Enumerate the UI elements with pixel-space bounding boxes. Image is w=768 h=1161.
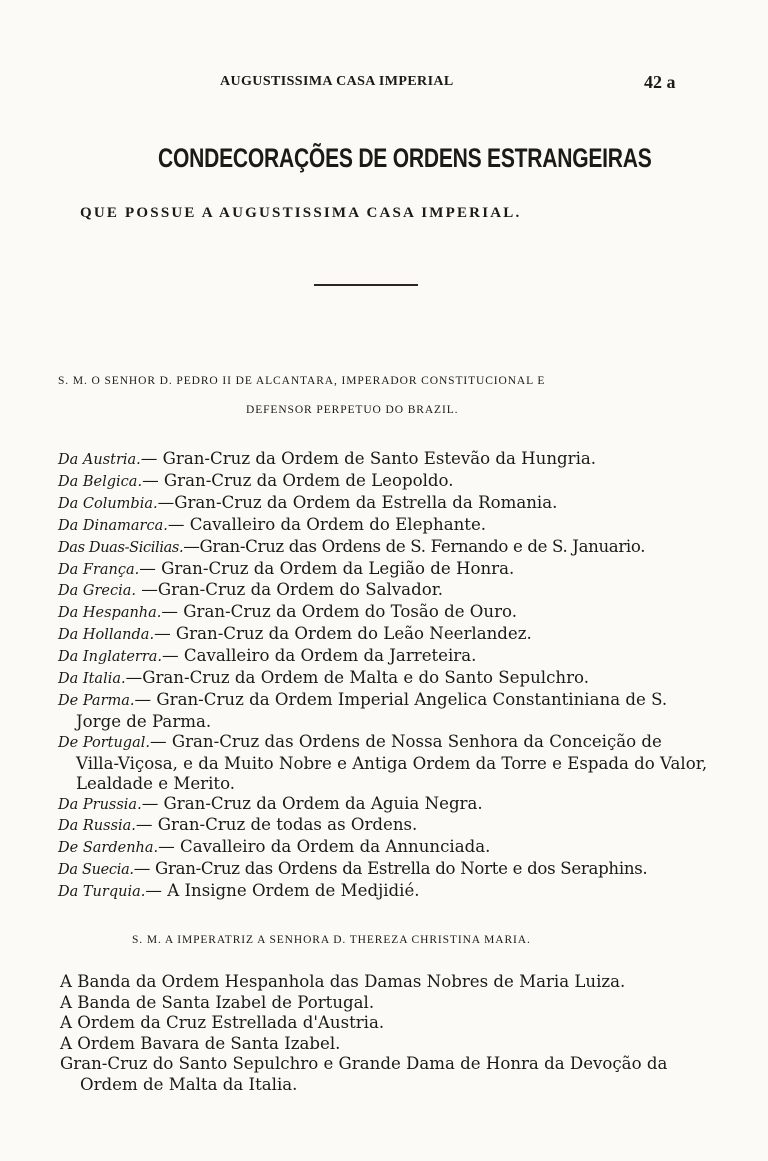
decoration-entry bbox=[58, 580, 708, 602]
decoration-entry bbox=[58, 815, 708, 837]
country-label: Da Italia. bbox=[58, 671, 126, 688]
decoration-entry bbox=[58, 559, 708, 581]
empress-decoration-item: A Banda da Ordem Hespanhola das Damas Nobres de Maria Luiza. bbox=[60, 972, 626, 991]
country-label: Da França. bbox=[58, 561, 140, 578]
page-subtitle: QUE POSSUE A AUGUSTISSIMA CASA IMPERIAL. bbox=[80, 205, 522, 221]
page-number: 42 a bbox=[644, 72, 676, 92]
decoration-entry bbox=[58, 624, 708, 646]
country-label: Da Grecia. bbox=[58, 583, 136, 600]
decoration-entry bbox=[58, 859, 708, 881]
decoration-text: — A Insigne Ordem de Medjidié. bbox=[145, 881, 420, 901]
decoration-text: —Gran-Cruz da Ordem da Estrella da Romania. bbox=[157, 492, 558, 512]
decoration-text: — Cavalleiro da Ordem do Elephante. bbox=[167, 514, 487, 534]
decoration-text: — Gran-Cruz da Ordem do Tosão de Ouro. bbox=[161, 602, 518, 622]
country-label: Da Inglaterra. bbox=[58, 649, 163, 666]
decoration-text: —Gran-Cruz da Ordem do Salvador. bbox=[136, 580, 444, 600]
empress-decoration-item: A Banda de Santa Izabel de Portugal. bbox=[60, 992, 375, 1012]
empress-decorations-list bbox=[60, 972, 710, 1095]
decoration-entry bbox=[58, 732, 708, 794]
decoration-entry bbox=[58, 537, 708, 559]
decoration-entry bbox=[58, 794, 708, 816]
country-label: Da Turquia. bbox=[58, 884, 146, 901]
country-label: Das Duas-Sicilias. bbox=[58, 539, 184, 556]
country-label: Da Dinamarca. bbox=[58, 517, 168, 534]
emperor-heading-line2: DEFENSOR PERPETUO DO BRAZIL. bbox=[246, 404, 459, 416]
decoration-text: — Gran-Cruz da Ordem da Aguia Negra. bbox=[141, 793, 483, 813]
decoration-text: — Gran-Cruz da Ordem Imperial Angelica Constantiniana de S. Jorge de Parma. bbox=[76, 689, 668, 731]
decoration-text: — Gran-Cruz da Ordem da Legião de Honra. bbox=[139, 558, 515, 578]
emperor-decorations-list bbox=[58, 449, 708, 903]
decoration-text: — Gran-Cruz de todas as Ordens. bbox=[135, 815, 418, 835]
decoration-text: — Cavalleiro da Ordem da Annunciada. bbox=[158, 837, 491, 857]
empress-heading: S. M. A IMPERATRIZ A SENHORA D. THEREZA CHRISTINA MARIA. bbox=[132, 934, 531, 946]
country-label: De Parma. bbox=[58, 692, 135, 709]
decoration-text: — Gran-Cruz da Ordem do Leão Neerlandez. bbox=[154, 624, 532, 644]
country-label: Da Hespanha. bbox=[58, 605, 162, 622]
country-label: Da Prussia. bbox=[58, 796, 142, 813]
page-title: CONDECORAÇÕES DE ORDENS ESTRANGEIRAS bbox=[158, 143, 652, 173]
emperor-heading-line1: S. M. O SENHOR D. PEDRO II DE ALCANTARA, IMPERADOR CONSTITUCIONAL E bbox=[58, 375, 546, 387]
decoration-entry bbox=[58, 515, 708, 537]
decoration-text: — Gran-Cruz da Ordem de Santo Estevão da Hungria. bbox=[140, 449, 597, 468]
decoration-entry bbox=[58, 837, 708, 859]
decoration-text: — Gran-Cruz das Ordens de Nossa Senhora da Conceição de Villa-Viçosa, e da Muito Nobre e Antiga Ordem da Torre e Espada do Valor, Lealdade e Merito. bbox=[76, 731, 708, 793]
country-label: Da Hollanda. bbox=[58, 627, 155, 644]
decoration-entry bbox=[58, 668, 708, 690]
decoration-text: — Cavalleiro da Ordem da Jarreteira. bbox=[162, 646, 477, 666]
country-label: Da Belgica. bbox=[58, 473, 143, 490]
decoration-entry bbox=[58, 602, 708, 624]
decoration-text: —Gran-Cruz das Ordens de S. Fernando e de S. Januario. bbox=[183, 536, 646, 556]
decoration-entry bbox=[58, 646, 708, 668]
empress-decoration-item: A Ordem Bavara de Santa Izabel. bbox=[60, 1033, 341, 1053]
decoration-entry bbox=[58, 471, 708, 493]
empress-decoration-item: Gran-Cruz do Santo Sepulchro e Grande Dama de Honra da Devoção da Ordem de Malta da Italia. bbox=[60, 1054, 668, 1094]
country-label: De Sardenha. bbox=[58, 840, 159, 857]
decoration-entry bbox=[58, 493, 708, 515]
country-label: Da Columbia. bbox=[58, 495, 158, 512]
country-label: Da Austria. bbox=[58, 452, 141, 468]
empress-decoration-item: A Ordem da Cruz Estrellada d'Austria. bbox=[60, 1013, 385, 1032]
country-label: De Portugal. bbox=[58, 734, 150, 751]
decoration-entry bbox=[58, 449, 708, 471]
title-divider bbox=[314, 284, 418, 286]
decoration-entry bbox=[58, 881, 708, 903]
decoration-entry bbox=[58, 690, 708, 732]
decoration-text: — Gran-Cruz da Ordem de Leopoldo. bbox=[142, 470, 454, 490]
country-label: Da Russia. bbox=[58, 818, 136, 835]
decoration-text: —Gran-Cruz da Ordem de Malta e do Santo Sepulchro. bbox=[125, 668, 589, 688]
decoration-text: — Gran-Cruz das Ordens da Estrella do Norte e dos Seraphins. bbox=[133, 859, 648, 879]
country-label: Da Suecia. bbox=[58, 862, 134, 879]
running-title: AUGUSTISSIMA CASA IMPERIAL bbox=[220, 74, 454, 89]
